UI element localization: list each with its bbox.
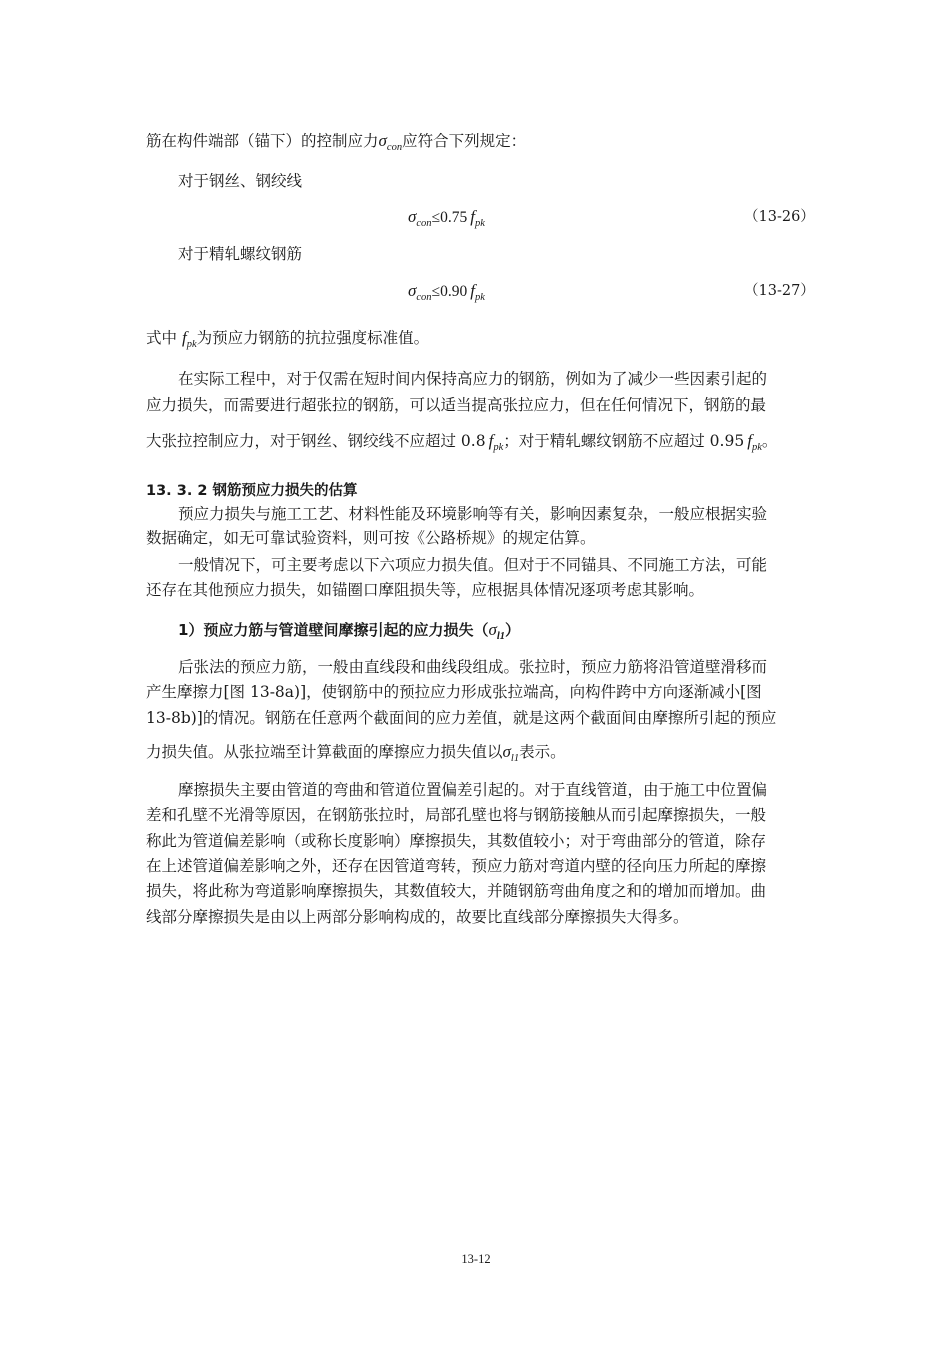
paragraph-line: 后张法的预应力筋，一般由直线段和曲线段组成。张拉时，预应力筋将沿管道壁滑移而 [178, 658, 768, 676]
intro-line [146, 130, 812, 155]
paragraph-line: 在实际工程中，对于仅需在短时间内保持高应力的钢筋，例如为了减少一些因素引起的 [178, 370, 768, 388]
paragraph-line: 在上述管道偏差影响之外，还存在因管道弯转，预应力筋对弯道内壁的径向压力所起的摩擦 [146, 857, 767, 875]
paragraph-line: 线部分摩擦损失是由以上两部分影响构成的，故要比直线部分摩擦损失大得多。 [146, 908, 689, 926]
equation-number: （13-27） [744, 283, 815, 299]
text: ；对于精轧螺纹钢筋不应超过 0.95 [503, 432, 745, 450]
formula-13-26 [408, 206, 485, 231]
f-symbol: f [747, 431, 752, 450]
paragraph-line: 还存在其他预应力损失，如锚圈口摩阻损失等，应根据具体情况逐项考虑其影响。 [146, 581, 705, 599]
f-symbol: f [488, 431, 494, 450]
text: 式中 [146, 329, 178, 347]
subscript: con [416, 218, 432, 229]
subscript: pk [751, 442, 762, 453]
paragraph-line: 称此为管道偏差影响（或称长度影响）摩擦损失，其数值较小；对于弯曲部分的管道，除存 [146, 832, 767, 850]
paragraph-line: 差和孔壁不光滑等原因，在钢筋张拉时，局部孔壁也将与钢筋接触从而引起摩擦损失，一般 [146, 806, 767, 824]
text: 应符合下列规定： [402, 132, 527, 150]
sigma-symbol: σ [408, 207, 417, 226]
f-symbol: f [470, 207, 475, 226]
paragraph-line: 一般情况下，可主要考虑以下六项应力损失值。但对于不同锚具、不同施工方法，可能 [178, 556, 768, 574]
equation-number: （13-26） [744, 209, 815, 225]
text: ） [505, 621, 521, 639]
paragraph-line: 13-8b)]的情况。钢筋在任意两个截面间的应力差值，就是这两个截面间由摩擦所引起的预应 [146, 709, 777, 727]
subscript: con [416, 292, 432, 303]
paragraph-line: 数据确定，如无可靠试验资料，则可按《公路桥规》的规定估算。 [146, 529, 596, 547]
subsection-heading [178, 618, 520, 645]
paragraph-line [146, 741, 812, 766]
subscript: pk [474, 218, 485, 229]
text: 为预应力钢筋的抗拉强度标准值。 [196, 329, 430, 347]
text: 力损失值。从张拉端至计算截面的摩擦应力损失值以 [146, 743, 503, 761]
subscript: con [386, 142, 403, 153]
subscript: l1 [496, 631, 506, 642]
sigma-symbol: σ [502, 742, 511, 761]
text: 筋在构件端部（锚下）的控制应力 [146, 132, 379, 150]
text: 。 [761, 432, 778, 450]
paragraph-line: 损失，将此称为弯道影响摩擦损失，其数值较大，并随钢筋弯曲角度之和的增加而增加。曲 [146, 882, 767, 900]
section-heading: 13. 3. 2 钢筋预应力损失的估算 [146, 483, 358, 499]
f-symbol: f [470, 281, 475, 300]
sigma-symbol: σ [488, 620, 497, 639]
subscript: pk [493, 442, 504, 453]
fpk-definition [146, 327, 812, 352]
relation: ≤0.90 [431, 283, 468, 300]
case-rebar-label: 对于精轧螺纹钢筋 [178, 245, 303, 263]
paragraph-line: 摩擦损失主要由管道的弯曲和管道位置偏差引起的。对于直线管道，由于施工中位置偏 [178, 781, 768, 799]
formula-13-27 [408, 280, 485, 305]
paragraph-line: 产生摩擦力[图 13-8a)]，使钢筋中的预拉应力形成张拉端高，向构件跨中方向逐渐减小[图 [146, 683, 762, 701]
subscript: l1 [510, 753, 520, 764]
subscript: pk [474, 292, 485, 303]
text: 大张拉控制应力，对于钢丝、钢绞线不应超过 0.8 [146, 432, 486, 450]
text: 1）预应力筋与管道壁间摩擦引起的应力损失（ [178, 621, 489, 639]
page-number: 13-12 [461, 1252, 491, 1266]
f-symbol: f [181, 328, 187, 347]
paragraph-line: 应力损失，而需要进行超张拉的钢筋，可以适当提高张拉应力，但在任何情况下，钢筋的最 [146, 396, 767, 414]
text: 表示。 [519, 743, 566, 761]
paragraph-line: 预应力损失与施工工艺、材料性能及环境影响等有关，影响因素复杂，一般应根据实验 [178, 505, 768, 523]
sigma-symbol: σ [378, 131, 387, 150]
paragraph-line [146, 430, 812, 455]
case-wire-label: 对于钢丝、钢绞线 [178, 172, 303, 190]
sigma-symbol: σ [408, 281, 417, 300]
relation: ≤0.75 [431, 209, 468, 226]
subscript: pk [186, 339, 197, 350]
